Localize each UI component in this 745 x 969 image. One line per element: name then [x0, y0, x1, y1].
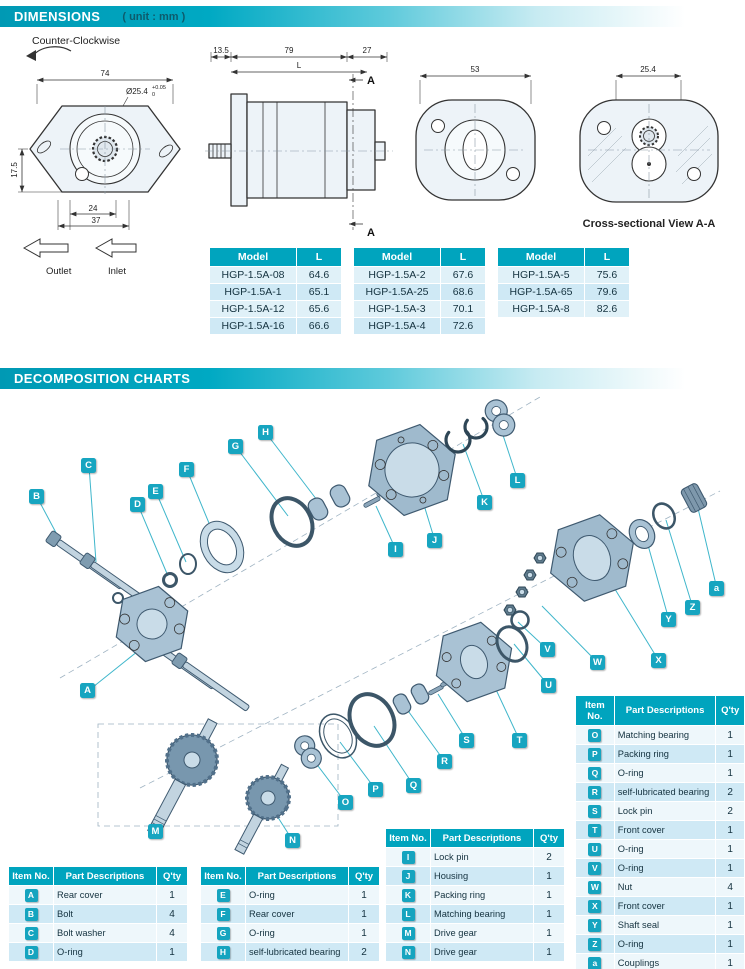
part-description: Matching bearing — [431, 905, 534, 924]
parts-row — [576, 745, 745, 764]
front-cover-x — [538, 507, 647, 609]
item-no-header: Item No. — [386, 829, 431, 848]
part-description: Rear cover — [54, 886, 157, 905]
model-name: HGP-1.5A-65 — [498, 284, 585, 301]
rear-cover-gasket — [192, 514, 253, 580]
part-description: Front cover — [614, 897, 716, 916]
model-row — [354, 267, 486, 284]
model-name: HGP-1.5A-12 — [210, 301, 297, 318]
model-name: HGP-1.5A-3 — [354, 301, 441, 318]
model-name: HGP-1.5A-08 — [210, 267, 297, 284]
parts-row — [201, 905, 380, 924]
parts-row — [576, 726, 745, 745]
model-length: 70.1 — [441, 301, 486, 318]
item-letter-chip: M — [402, 927, 415, 940]
model-row — [210, 301, 342, 318]
part-label-Y: Y — [661, 612, 676, 627]
part-label-J: J — [427, 533, 442, 548]
model-row — [354, 318, 486, 335]
part-label-R: R — [437, 754, 452, 769]
part-description: O-ring — [614, 859, 716, 878]
qty-header: Q'ty — [534, 829, 565, 848]
cross-section-label: Cross-sectional View A-A — [582, 218, 716, 230]
model-length: 82.6 — [585, 301, 630, 318]
parts-row — [576, 821, 745, 840]
model-name: HGP-1.5A-5 — [498, 267, 585, 284]
self-lubricated-bearings-h — [306, 483, 352, 523]
dim-front-bore-tol-bot: 0 — [152, 92, 156, 98]
part-description: Couplings — [614, 954, 716, 969]
length-header: L — [585, 248, 630, 267]
parts-row — [576, 878, 745, 897]
decomposition-title: DECOMPOSITION CHARTS — [14, 371, 191, 386]
housing-part — [355, 417, 469, 524]
o-ring-d — [164, 574, 177, 587]
part-label-S: S — [459, 733, 474, 748]
model-name: HGP-1.5A-8 — [498, 301, 585, 318]
parts-row — [386, 867, 565, 886]
part-qty: 1 — [534, 867, 565, 886]
part-label-U: U — [541, 678, 556, 693]
dim-front-width: 74 — [100, 69, 110, 78]
model-name: HGP-1.5A-25 — [354, 284, 441, 301]
part-qty: 2 — [716, 783, 745, 802]
model-row — [210, 318, 342, 335]
dimensions-title: DIMENSIONS — [14, 9, 101, 24]
dim-front-24: 24 — [88, 204, 98, 213]
part-label-K: K — [477, 495, 492, 510]
nuts-w — [504, 553, 546, 615]
part-description: Packing ring — [431, 886, 534, 905]
item-letter-chip: T — [588, 824, 601, 837]
matching-bearing-o — [291, 732, 325, 771]
model-table-1 — [209, 247, 342, 335]
parts-row — [386, 886, 565, 905]
part-qty: 2 — [534, 848, 565, 867]
model-header: Model — [210, 248, 297, 267]
part-qty: 1 — [534, 924, 565, 943]
part-label-Z: Z — [685, 600, 700, 615]
item-letter-chip: C — [25, 927, 38, 940]
length-header: L — [297, 248, 342, 267]
part-qty: 4 — [716, 878, 745, 897]
part-label-W: W — [590, 655, 605, 670]
parts-row — [386, 943, 565, 962]
model-length: 67.6 — [441, 267, 486, 284]
part-qty: 1 — [157, 886, 188, 905]
part-label-A: A — [80, 683, 95, 698]
model-header: Model — [498, 248, 585, 267]
dim-front-37: 37 — [91, 216, 101, 225]
model-length: 66.6 — [297, 318, 342, 335]
part-qty: 2 — [716, 802, 745, 821]
counter-clockwise-label: Counter-Clockwise — [32, 35, 121, 47]
part-label-G: G — [228, 439, 243, 454]
part-qty: 1 — [349, 924, 380, 943]
dimensions-banner — [0, 6, 745, 27]
model-length: 65.1 — [297, 284, 342, 301]
outlet-arrow-icon — [24, 239, 68, 257]
part-description: Rear cover — [246, 905, 349, 924]
length-header: L — [441, 248, 486, 267]
part-description: O-ring — [54, 943, 157, 962]
part-description: Lock pin — [431, 848, 534, 867]
part-label-a: a — [709, 581, 724, 596]
part-descriptions-header: Part Descriptions — [246, 867, 349, 886]
item-letter-chip: H — [217, 946, 230, 959]
part-qty: 1 — [716, 764, 745, 783]
part-description: O-ring — [614, 840, 716, 859]
item-letter-chip: A — [25, 889, 38, 902]
part-qty: 1 — [716, 859, 745, 878]
parts-row — [576, 897, 745, 916]
self-lubricated-bearings-r — [391, 682, 431, 716]
part-label-I: I — [388, 542, 403, 557]
part-description: Packing ring — [614, 745, 716, 764]
part-label-D: D — [130, 497, 145, 512]
model-row — [354, 301, 486, 318]
model-row — [498, 267, 630, 284]
model-length: 64.6 — [297, 267, 342, 284]
item-no-header: Item No. — [201, 867, 246, 886]
dim-side-135: 13.5 — [213, 46, 229, 55]
part-description: Matching bearing — [614, 726, 716, 745]
part-qty: 4 — [157, 905, 188, 924]
model-name: HGP-1.5A-2 — [354, 267, 441, 284]
part-label-F: F — [179, 462, 194, 477]
matching-bearing-l — [481, 396, 518, 440]
part-description: O-ring — [614, 935, 716, 954]
part-description: Shaft seal — [614, 916, 716, 935]
o-ring-e — [180, 554, 196, 574]
qty-header: Q'ty — [349, 867, 380, 886]
part-description: self-lubricated bearing — [614, 783, 716, 802]
parts-row — [386, 924, 565, 943]
part-description: Nut — [614, 878, 716, 897]
item-letter-chip: G — [217, 927, 230, 940]
item-no-header: Item No. — [9, 867, 54, 886]
parts-table-e-h — [200, 866, 380, 962]
part-qty: 1 — [716, 821, 745, 840]
part-qty: 1 — [716, 935, 745, 954]
model-length: 68.6 — [441, 284, 486, 301]
part-qty: 1 — [534, 943, 565, 962]
part-qty: 1 — [349, 886, 380, 905]
item-letter-chip: I — [402, 851, 415, 864]
parts-row — [576, 954, 745, 969]
part-qty: 1 — [716, 954, 745, 969]
item-letter-chip: B — [25, 908, 38, 921]
part-label-O: O — [338, 795, 353, 810]
drive-gear-m — [131, 709, 235, 845]
parts-row — [201, 924, 380, 943]
item-no-header: Item No. — [576, 696, 615, 726]
model-row — [354, 284, 486, 301]
part-descriptions-header: Part Descriptions — [54, 867, 157, 886]
parts-row — [576, 783, 745, 802]
parts-row — [386, 848, 565, 867]
item-letter-chip: Y — [588, 919, 601, 932]
model-row — [210, 267, 342, 284]
decomposition-banner — [0, 368, 745, 389]
item-letter-chip: L — [402, 908, 415, 921]
part-qty: 2 — [349, 943, 380, 962]
item-letter-chip: W — [588, 881, 601, 894]
dim-front-bore: Ø25.4 — [126, 87, 148, 96]
item-letter-chip: U — [588, 843, 601, 856]
outlet-label: Outlet — [46, 266, 72, 277]
part-description: Drive gear — [431, 924, 534, 943]
part-label-M: M — [148, 824, 163, 839]
parts-row — [9, 886, 188, 905]
dim-rear-53: 53 — [470, 65, 480, 74]
part-qty: 1 — [716, 745, 745, 764]
part-qty: 1 — [716, 726, 745, 745]
parts-row — [386, 905, 565, 924]
section-mark-top: A — [367, 75, 375, 87]
parts-row — [576, 840, 745, 859]
part-description: self-lubricated bearing — [246, 943, 349, 962]
model-table-2 — [353, 247, 486, 335]
side-view-drawing — [205, 44, 395, 244]
inlet-arrow-icon — [96, 239, 136, 257]
section-mark-bottom: A — [367, 227, 375, 239]
inlet-label: Inlet — [108, 266, 126, 277]
item-letter-chip: P — [588, 748, 601, 761]
model-name: HGP-1.5A-1 — [210, 284, 297, 301]
parts-row — [201, 943, 380, 962]
dimensions-unit: ( unit : mm ) — [122, 10, 186, 23]
part-description: Front cover — [614, 821, 716, 840]
part-label-L: L — [510, 473, 525, 488]
parts-row — [9, 924, 188, 943]
dim-side-79: 79 — [284, 46, 294, 55]
part-descriptions-header: Part Descriptions — [614, 696, 716, 726]
rear-view-drawing — [398, 64, 553, 224]
dim-cs-254: 25.4 — [640, 65, 656, 74]
parts-row — [576, 802, 745, 821]
item-letter-chip: N — [402, 946, 415, 959]
model-length: 65.6 — [297, 301, 342, 318]
parts-table-i-n — [385, 828, 565, 962]
part-qty: 1 — [716, 840, 745, 859]
part-description: Housing — [431, 867, 534, 886]
model-row — [498, 284, 630, 301]
model-row — [498, 301, 630, 318]
item-letter-chip: F — [217, 908, 230, 921]
o-ring-q — [341, 686, 403, 753]
part-label-N: N — [285, 833, 300, 848]
model-length: 79.6 — [585, 284, 630, 301]
model-row — [210, 284, 342, 301]
dim-side-27: 27 — [362, 46, 372, 55]
item-letter-chip: O — [588, 729, 601, 742]
part-qty: 1 — [716, 897, 745, 916]
parts-row — [576, 859, 745, 878]
part-descriptions-header: Part Descriptions — [431, 829, 534, 848]
model-length: 72.6 — [441, 318, 486, 335]
item-letter-chip: S — [588, 805, 601, 818]
item-letter-chip: D — [25, 946, 38, 959]
parts-row — [9, 943, 188, 962]
parts-row — [576, 935, 745, 954]
part-label-H: H — [258, 425, 273, 440]
parts-table-o-a — [575, 695, 745, 969]
part-qty: 4 — [157, 924, 188, 943]
model-length: 75.6 — [585, 267, 630, 284]
front-view-drawing — [10, 34, 210, 284]
part-label-V: V — [540, 642, 555, 657]
parts-row — [576, 916, 745, 935]
part-label-Q: Q — [406, 778, 421, 793]
part-qty: 1 — [534, 886, 565, 905]
item-letter-chip: Q — [588, 767, 601, 780]
item-letter-chip: Z — [588, 938, 601, 951]
parts-table-a-d — [8, 866, 188, 962]
qty-header: Q'ty — [157, 867, 188, 886]
part-description: Drive gear — [431, 943, 534, 962]
part-qty: 1 — [534, 905, 565, 924]
dim-side-L: L — [296, 61, 302, 70]
cross-section-drawing — [560, 64, 745, 224]
part-label-E: E — [148, 484, 163, 499]
part-description: Bolt washer — [54, 924, 157, 943]
model-name: HGP-1.5A-16 — [210, 318, 297, 335]
parts-row — [576, 764, 745, 783]
qty-header: Q'ty — [716, 696, 745, 726]
parts-row — [9, 905, 188, 924]
part-description: O-ring — [246, 886, 349, 905]
part-qty: 1 — [157, 943, 188, 962]
part-qty: 1 — [349, 905, 380, 924]
part-label-P: P — [368, 782, 383, 797]
part-description: O-ring — [614, 764, 716, 783]
item-letter-chip: K — [402, 889, 415, 902]
part-qty: 1 — [716, 916, 745, 935]
part-label-C: C — [81, 458, 96, 473]
item-letter-chip: V — [588, 862, 601, 875]
model-header: Model — [354, 248, 441, 267]
part-label-T: T — [512, 733, 527, 748]
item-letter-chip: J — [402, 870, 415, 883]
part-label-B: B — [29, 489, 44, 504]
item-letter-chip: a — [588, 957, 601, 969]
item-letter-chip: R — [588, 786, 601, 799]
dim-front-height: 17.5 — [10, 162, 19, 178]
parts-row — [201, 886, 380, 905]
part-description: Bolt — [54, 905, 157, 924]
dim-front-bore-tol-top: +0.05 — [152, 85, 166, 91]
item-letter-chip: X — [588, 900, 601, 913]
model-name: HGP-1.5A-4 — [354, 318, 441, 335]
front-cover-t — [424, 615, 523, 708]
model-table-3 — [497, 247, 630, 318]
part-description: Lock pin — [614, 802, 716, 821]
part-description: O-ring — [246, 924, 349, 943]
part-label-X: X — [651, 653, 666, 668]
item-letter-chip: E — [217, 889, 230, 902]
o-ring-z — [649, 500, 679, 532]
